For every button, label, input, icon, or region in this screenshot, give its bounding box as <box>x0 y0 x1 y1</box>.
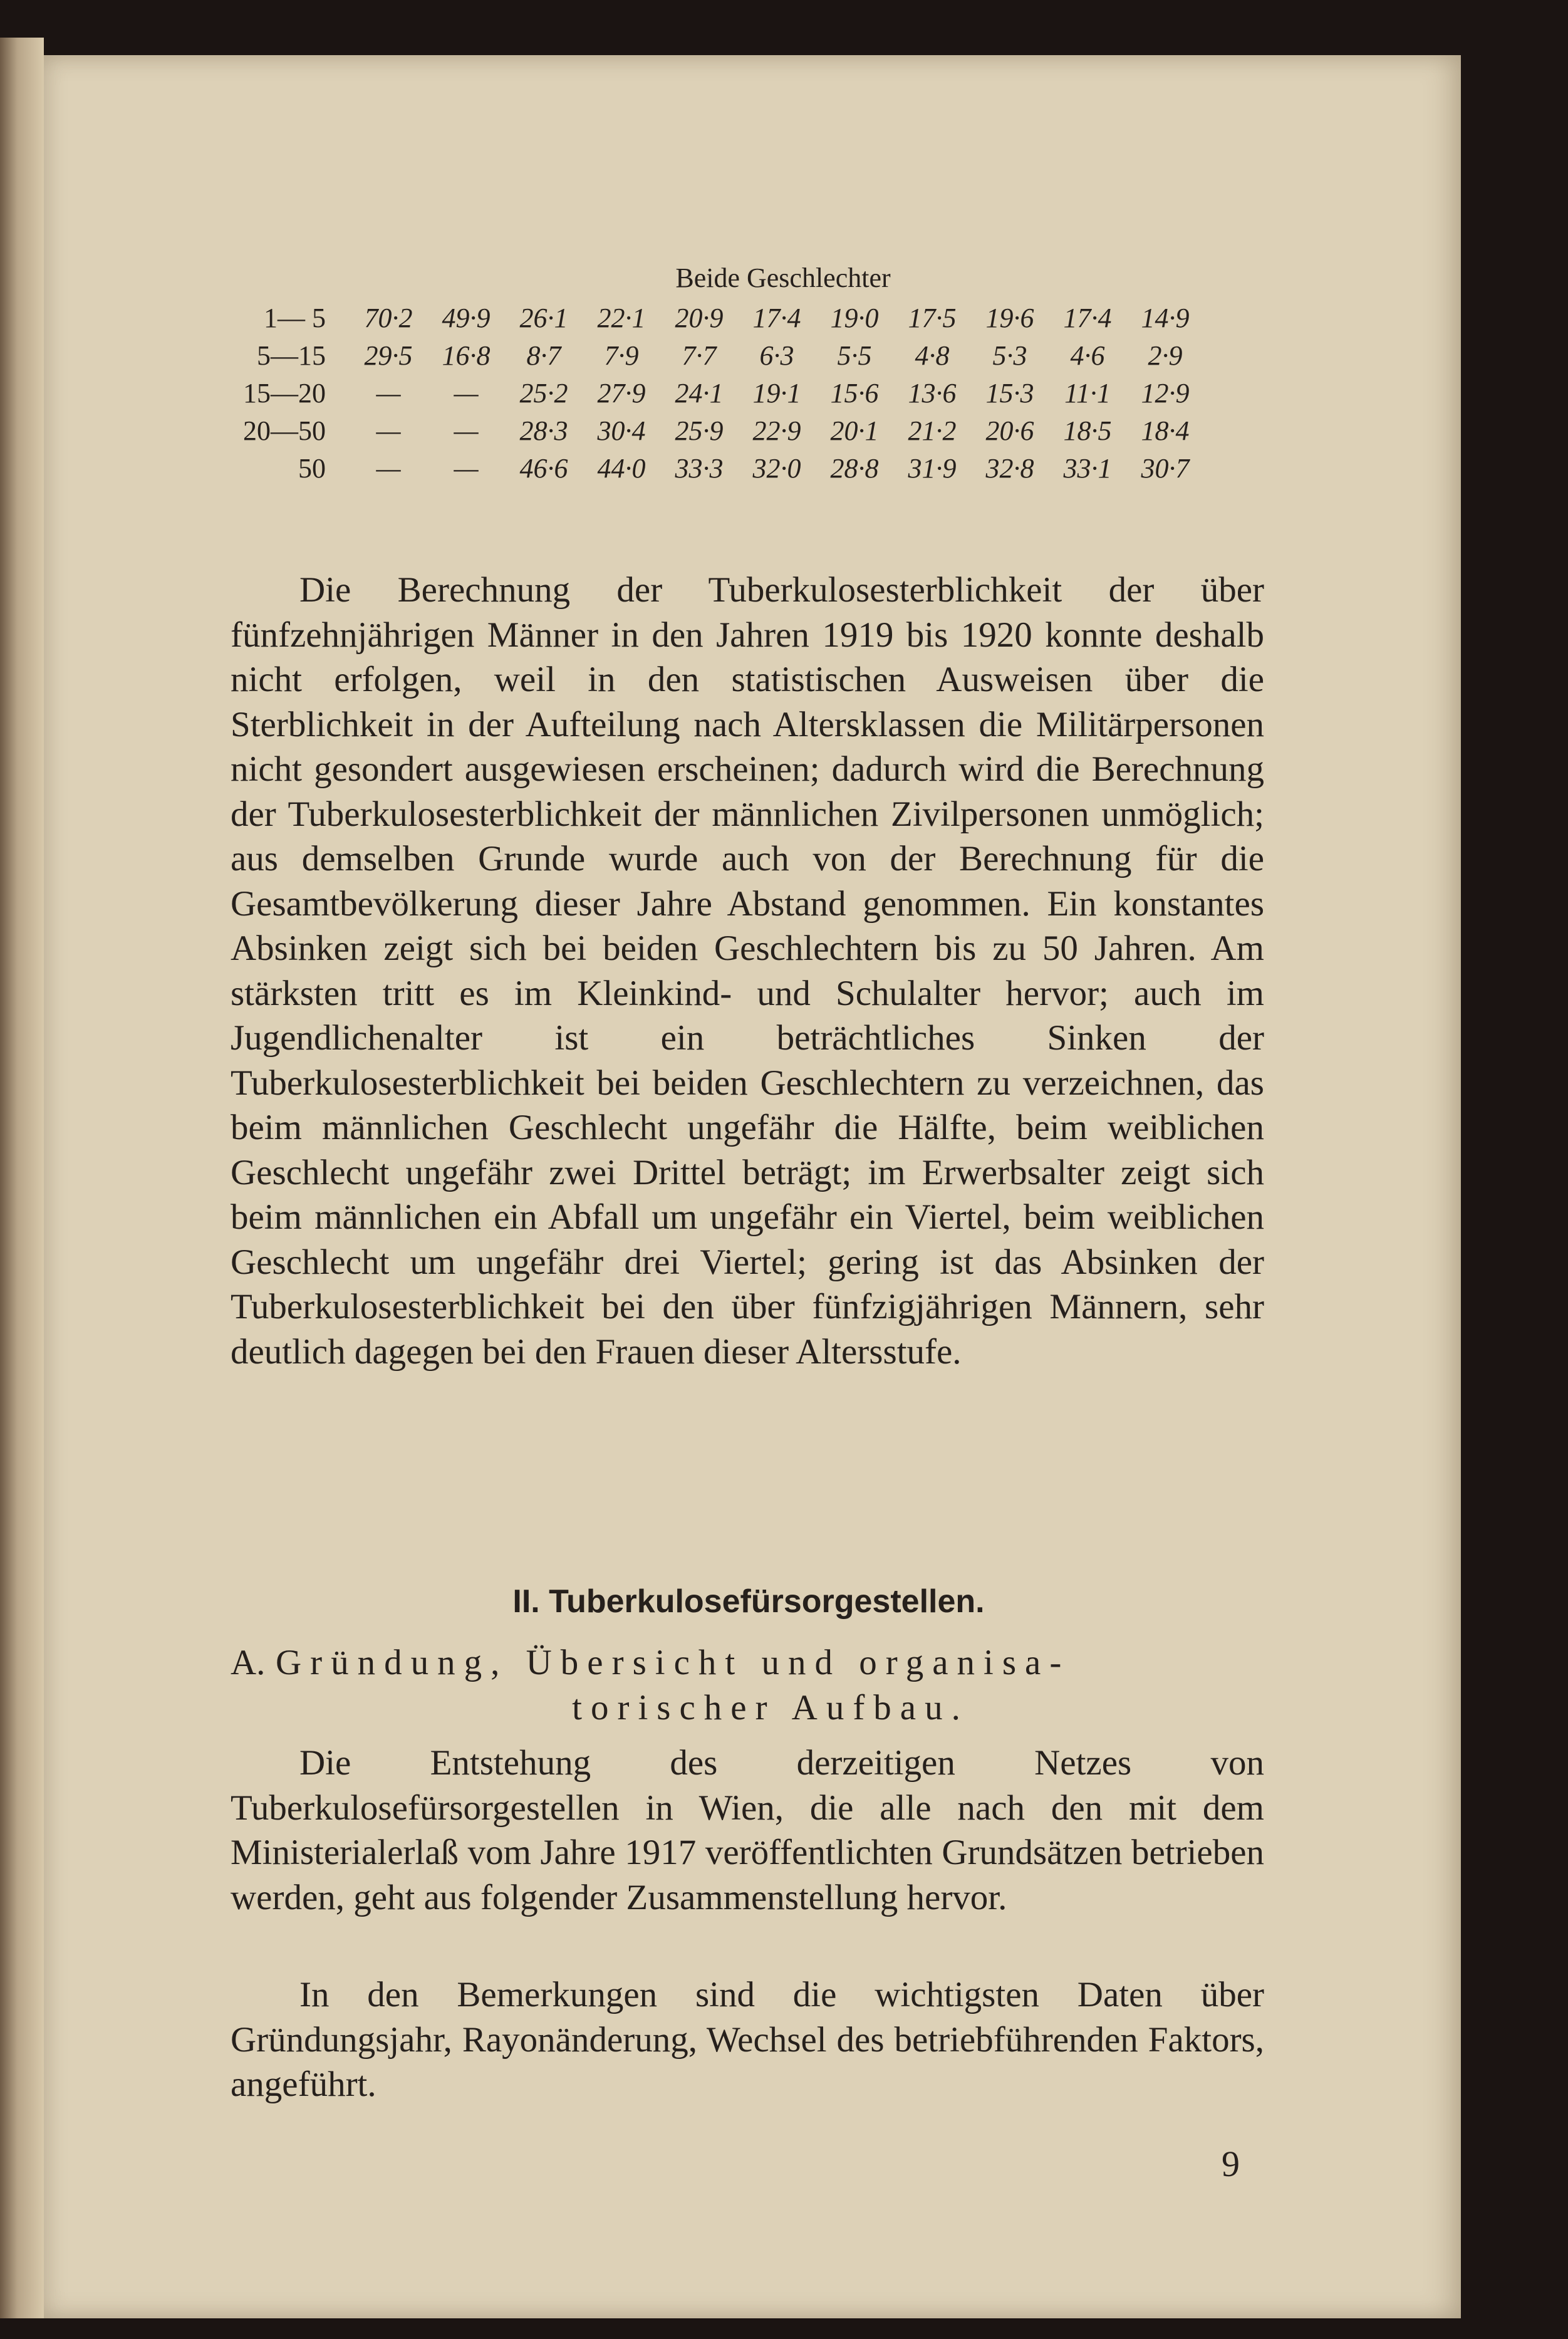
table-cell: 19·1 <box>752 377 801 409</box>
age-group-label: 20—50 <box>243 415 326 446</box>
table-cell: 14·9 <box>1141 302 1190 333</box>
table-caption: Beide Geschlechter <box>675 263 891 293</box>
table-cell: 26·1 <box>519 302 568 333</box>
table-cell: 15·3 <box>985 377 1034 409</box>
table-cell: 32·8 <box>985 452 1034 484</box>
table-cell: 49·9 <box>442 302 491 333</box>
table-cell: 22·9 <box>752 415 801 446</box>
paragraph-mortality <box>231 568 1264 1374</box>
table-cell: 7·9 <box>604 340 639 371</box>
book-spine <box>0 38 44 2318</box>
paragraph-text: Die Entstehung des derzeitigen Netzes von Tuberkulosefürsorgestellen in Wien, die alle nach den mit dem Ministerialerlaß vom Jahre 1917 veröffentlichten Grundsätzen betrieben werden, geht aus folgender Zusammenstellung hervor. <box>231 1743 1264 1917</box>
table-cell: 33·3 <box>675 452 724 484</box>
table-row <box>232 336 1297 374</box>
table-cell: 17·4 <box>752 302 801 333</box>
page-number: 9 <box>1222 2144 1240 2184</box>
table-cell: 33·1 <box>1063 452 1112 484</box>
subsection-label: A. <box>231 1643 266 1682</box>
paragraph-text: In den Bemerkungen sind die wichtigsten Daten über Gründungsjahr, Rayonänderung, Wechsel des betriebführenden Faktors, angeführt. <box>231 1975 1264 2104</box>
table-cell: 16·8 <box>442 340 491 371</box>
table-cell: 24·1 <box>675 377 724 409</box>
table-cell: — <box>376 452 401 484</box>
table-row <box>232 412 1297 449</box>
table-cell: 30·7 <box>1141 452 1190 484</box>
table-body <box>232 299 1297 487</box>
table-cell: 19·0 <box>830 302 879 333</box>
table-cell: 13·6 <box>908 377 957 409</box>
table-cell: 2·9 <box>1148 340 1183 371</box>
table-cell: 70·2 <box>364 302 413 333</box>
table-row <box>232 374 1297 412</box>
table-cell: 8·7 <box>526 340 561 371</box>
book-page <box>44 55 1461 2318</box>
table-cell: 5·5 <box>837 340 872 371</box>
table-cell: 46·6 <box>519 452 568 484</box>
section-heading: II. Tuberkulosefürsorgestellen. <box>512 1583 985 1620</box>
table-cell: 6·3 <box>759 340 794 371</box>
age-group-label: 50 <box>298 452 326 484</box>
table-row <box>232 449 1297 487</box>
paragraph-text: Die Berechnung der Tuberkulosesterblichkeit der über fünfzehnjährigen Männer in den Jahren 1919 bis 1920 konnte deshalb nicht erfolgen, weil in den statistischen Ausweisen über die Sterblichkeit in der Aufteilung nach Altersklassen die Militärpersonen nicht gesondert ausgewiesen erscheinen; dadurch wird die Berechnung der Tuberkulosesterblichkeit der männlichen Zivilpersonen unmöglich; aus demselben Grunde wurde auch von der Berechnung für die Gesamtbevölkerung dieser Jahre Abstand genommen. Ein konstantes Absinken zeigt sich bei beiden Geschlechtern bis zu 50 Jahren. Am stärksten tritt es im Kleinkind- und Schulalter hervor; auch im Jugendlichenalter ist ein beträchtliches Sinken der Tuberkulosesterblichkeit bei beiden Geschlechtern zu verzeichnen, das beim männlichen Geschlecht ungefähr die Hälfte, beim weiblichen Geschlecht ungefähr zwei Drittel beträgt; im Erwerbsalter zeigt sich beim männlichen ein Abfall um ungefähr ein Viertel, beim weiblichen Geschlecht um ungefähr drei Viertel; gering ist das Absinken der Tuberkulosesterblichkeit bei den über fünfzigjährigen Männern, sehr deutlich dagegen bei den Frauen dieser Altersstufe. <box>231 570 1264 1372</box>
table-cell: 31·9 <box>908 452 957 484</box>
table-cell: 20·6 <box>985 415 1034 446</box>
table-cell: 25·9 <box>675 415 724 446</box>
table-cell: 21·2 <box>908 415 957 446</box>
paragraph-network <box>231 1741 1264 1920</box>
age-group-label: 1— 5 <box>264 302 326 333</box>
table-cell: — <box>376 377 401 409</box>
table-cell: 27·9 <box>597 377 646 409</box>
table-cell: 12·9 <box>1141 377 1190 409</box>
table-cell: 18·5 <box>1063 415 1112 446</box>
table-cell: 17·4 <box>1063 302 1112 333</box>
paragraph-remarks <box>231 1972 1264 2107</box>
table-cell: 28·3 <box>519 415 568 446</box>
table-cell: 5·3 <box>992 340 1027 371</box>
table-cell: 18·4 <box>1141 415 1190 446</box>
table-cell: 11·1 <box>1064 377 1111 409</box>
table-cell: 29·5 <box>364 340 413 371</box>
table-cell: — <box>376 415 401 446</box>
table-cell: — <box>454 415 479 446</box>
subsection-heading <box>231 1640 1265 1731</box>
table-cell: 15·6 <box>830 377 879 409</box>
table-cell: 20·1 <box>830 415 879 446</box>
table-cell: 17·5 <box>908 302 957 333</box>
table-cell: — <box>454 377 479 409</box>
table-row <box>232 299 1297 336</box>
table-cell: 19·6 <box>985 302 1034 333</box>
mortality-table <box>232 262 1297 487</box>
subsection-title-line1: Gründung, Übersicht und organisa- <box>276 1643 1071 1682</box>
table-cell: 20·9 <box>675 302 724 333</box>
age-group-label: 5—15 <box>257 340 326 371</box>
table-cell: 7·7 <box>682 340 717 371</box>
table-cell: 22·1 <box>597 302 646 333</box>
table-cell: 28·8 <box>830 452 879 484</box>
subsection-title-line2: torischer Aufbau. <box>572 1688 969 1727</box>
age-group-label: 15—20 <box>243 377 326 409</box>
table-cell: — <box>454 452 479 484</box>
table-cell: 25·2 <box>519 377 568 409</box>
table-cell: 30·4 <box>597 415 646 446</box>
table-cell: 32·0 <box>752 452 801 484</box>
table-cell: 44·0 <box>597 452 646 484</box>
table-cell: 4·6 <box>1070 340 1105 371</box>
table-cell: 4·8 <box>915 340 950 371</box>
